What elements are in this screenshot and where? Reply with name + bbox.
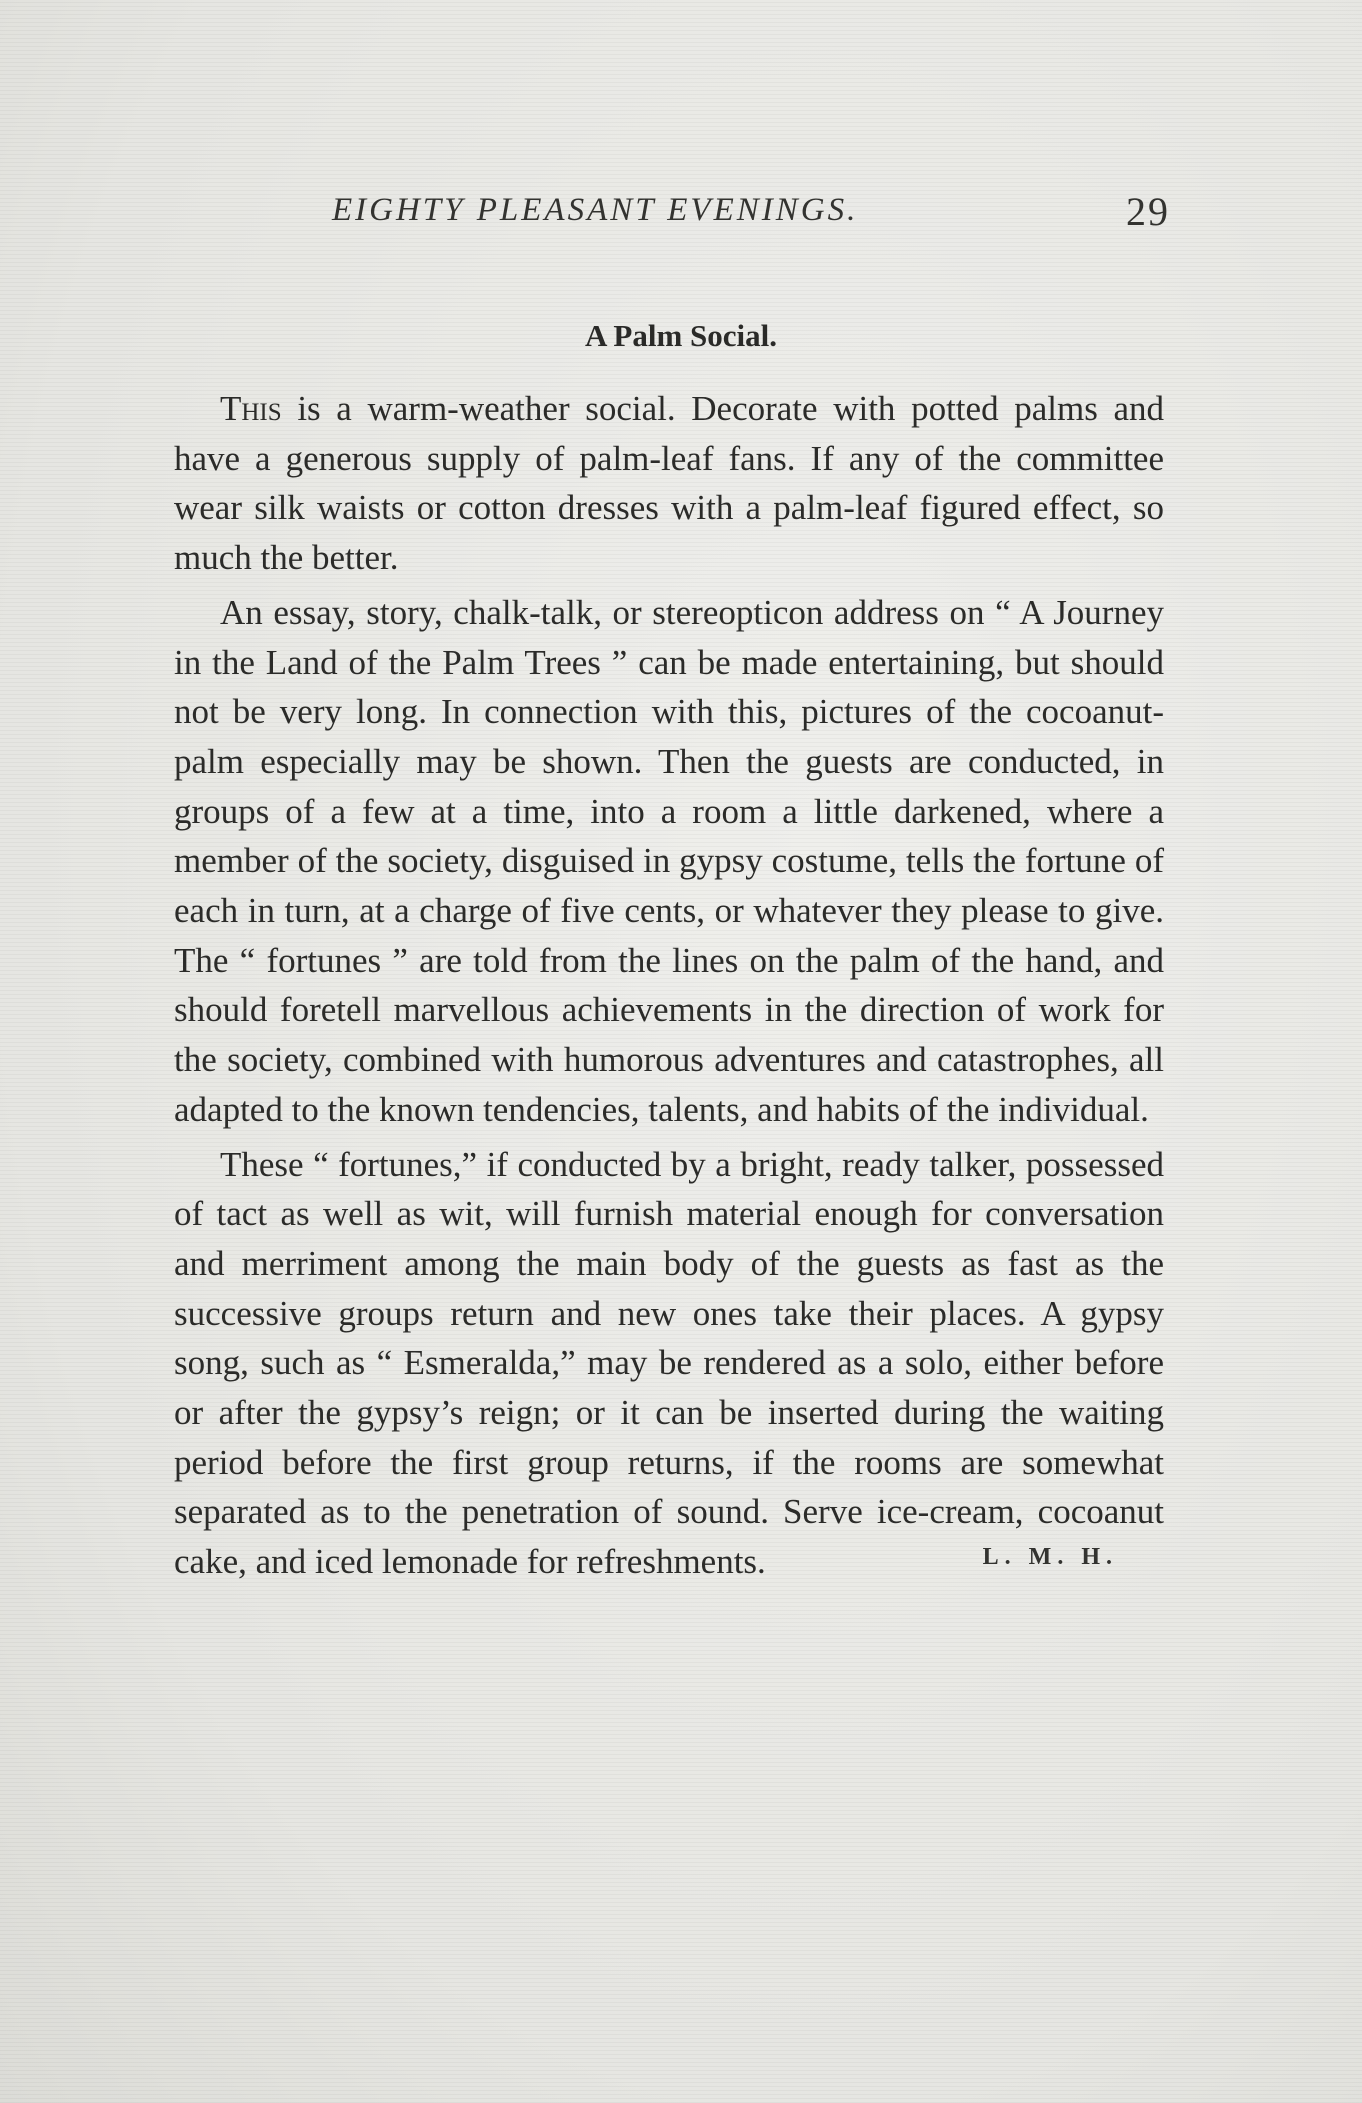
running-title: EIGHTY PLEASANT EVENINGS. xyxy=(332,192,859,228)
page-number: 29 xyxy=(1126,189,1170,234)
paragraph-3 xyxy=(174,1140,1164,1587)
article-body xyxy=(174,384,1164,1592)
paragraph-2: An essay, story, chalk-talk, or stereopticon address on “ A Journey in the Land of the Palm Trees ” can be made entertaining, but should not be very long. In connection with this, pictures of the cocoanut-palm especially may be shown. Then the guests are conducted, in groups of a few at a time, into a room a little darkened, where a member of the society, disguised in gypsy costume, tells the fortune of each in turn, at a charge of five cents, or whatever they please to give. The “ fortunes ” are told from the lines on the palm of the hand, and should foretell marvellous achievements in the direction of work for the society, combined with humorous adventures and catastrophes, all adapted to the known tendencies, talents, and habits of the individual. xyxy=(174,592,1164,1129)
author-initials: L. M. H. xyxy=(982,1544,1118,1571)
paragraph-1 xyxy=(174,384,1164,583)
running-head xyxy=(300,189,1170,242)
drop-word: This xyxy=(220,389,282,428)
article-title: A Palm Social. xyxy=(584,318,778,353)
paragraph-1-text: is a warm-weather social. Decorate with potted palms and have a generous supply of palm-leaf fans. If any of the committee wear silk waists or cotton dresses with a palm-leaf figured effect, so much the better. xyxy=(174,389,1164,578)
paragraph-3-text: These “ fortunes,” if conducted by a bright, ready talker, possessed of tact as well as wit, will furnish material enough for conversation and merriment among the main body of the guests as fast as the successive groups return and new ones take their places. A gypsy song, such as “ Esmeralda,” may be rendered as a solo, either before or after the gypsy’s reign; or it can be inserted during the waiting period before the first group returns, if the rooms are somewhat separated as to the penetration of sound. Serve ice-cream, cocoanut cake, and iced lemonade for refreshments. xyxy=(174,1144,1164,1582)
